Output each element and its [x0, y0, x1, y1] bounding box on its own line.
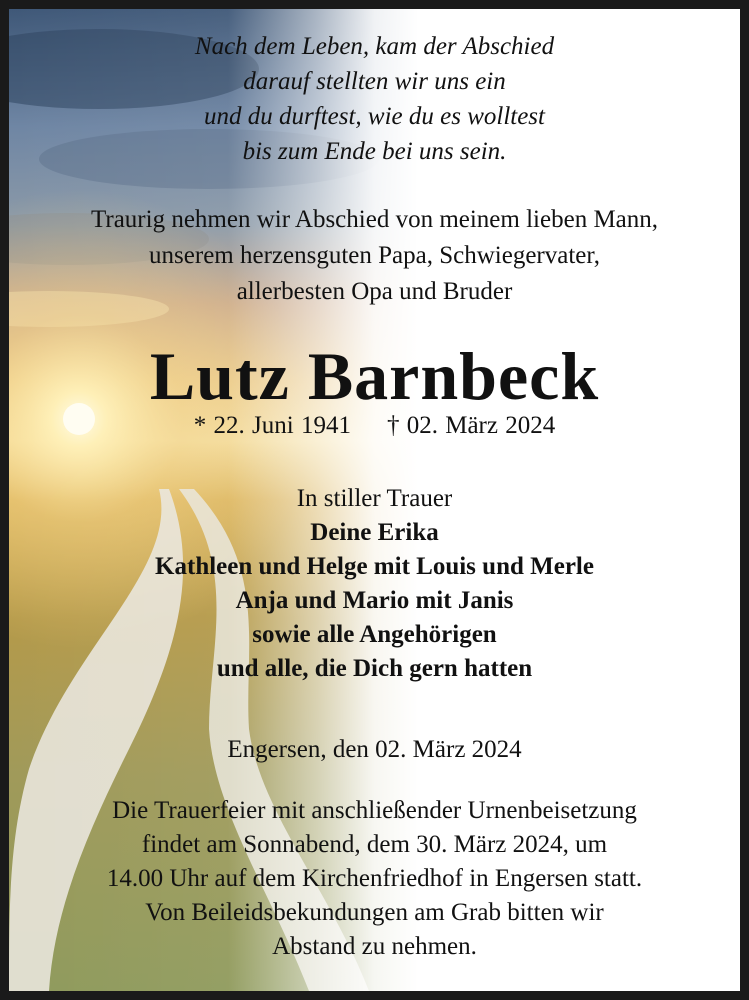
intro-line: Traurig nehmen wir Abschied von meinem lieben Mann,	[90, 206, 659, 233]
funeral-info	[9, 794, 740, 964]
deceased-name: Lutz Barnbeck	[149, 338, 600, 414]
mourner-line: und alle, die Dich gern hatten	[216, 655, 533, 682]
mourners-heading: In stiller Trauer	[296, 485, 453, 512]
place-date: Engersen, den 02. März 2024	[227, 736, 522, 763]
poem	[9, 29, 740, 169]
mourner-line: sowie alle Angehörigen	[252, 621, 497, 648]
intro-line: unserem herzensguten Papa, Schwiegervater,	[149, 242, 600, 269]
funeral-info-line: Von Beileidsbekundungen am Grab bitten wir	[145, 899, 604, 926]
birth-date: * 22. Juni 1941	[193, 412, 351, 439]
intro-text	[9, 202, 740, 310]
mourner-line: Kathleen und Helge mit Louis und Merle	[155, 553, 594, 580]
mourner-line: Anja und Mario mit Janis	[235, 587, 514, 614]
mourner-line: Deine Erika	[310, 519, 439, 546]
death-date: † 02. März 2024	[386, 412, 556, 439]
poem-line: Nach dem Leben, kam der Abschied	[194, 33, 555, 60]
funeral-info-line: 14.00 Uhr auf dem Kirchenfriedhof in Engersen statt.	[106, 865, 643, 892]
intro-line: allerbesten Opa und Bruder	[236, 278, 513, 305]
mourners	[9, 482, 740, 686]
funeral-info-line: findet am Sonnabend, dem 30. März 2024, um	[141, 831, 608, 858]
funeral-info-line: Abstand zu nehmen.	[272, 933, 477, 960]
obituary-content	[9, 9, 740, 991]
life-dates	[9, 410, 740, 442]
poem-line: darauf stellten wir uns ein	[243, 68, 506, 95]
poem-line: und du durftest, wie du es wolltest	[204, 103, 545, 130]
poem-line: bis zum Ende bei uns sein.	[242, 138, 507, 165]
funeral-info-line: Die Trauerfeier mit anschließender Urnenbeisetzung	[112, 797, 637, 824]
